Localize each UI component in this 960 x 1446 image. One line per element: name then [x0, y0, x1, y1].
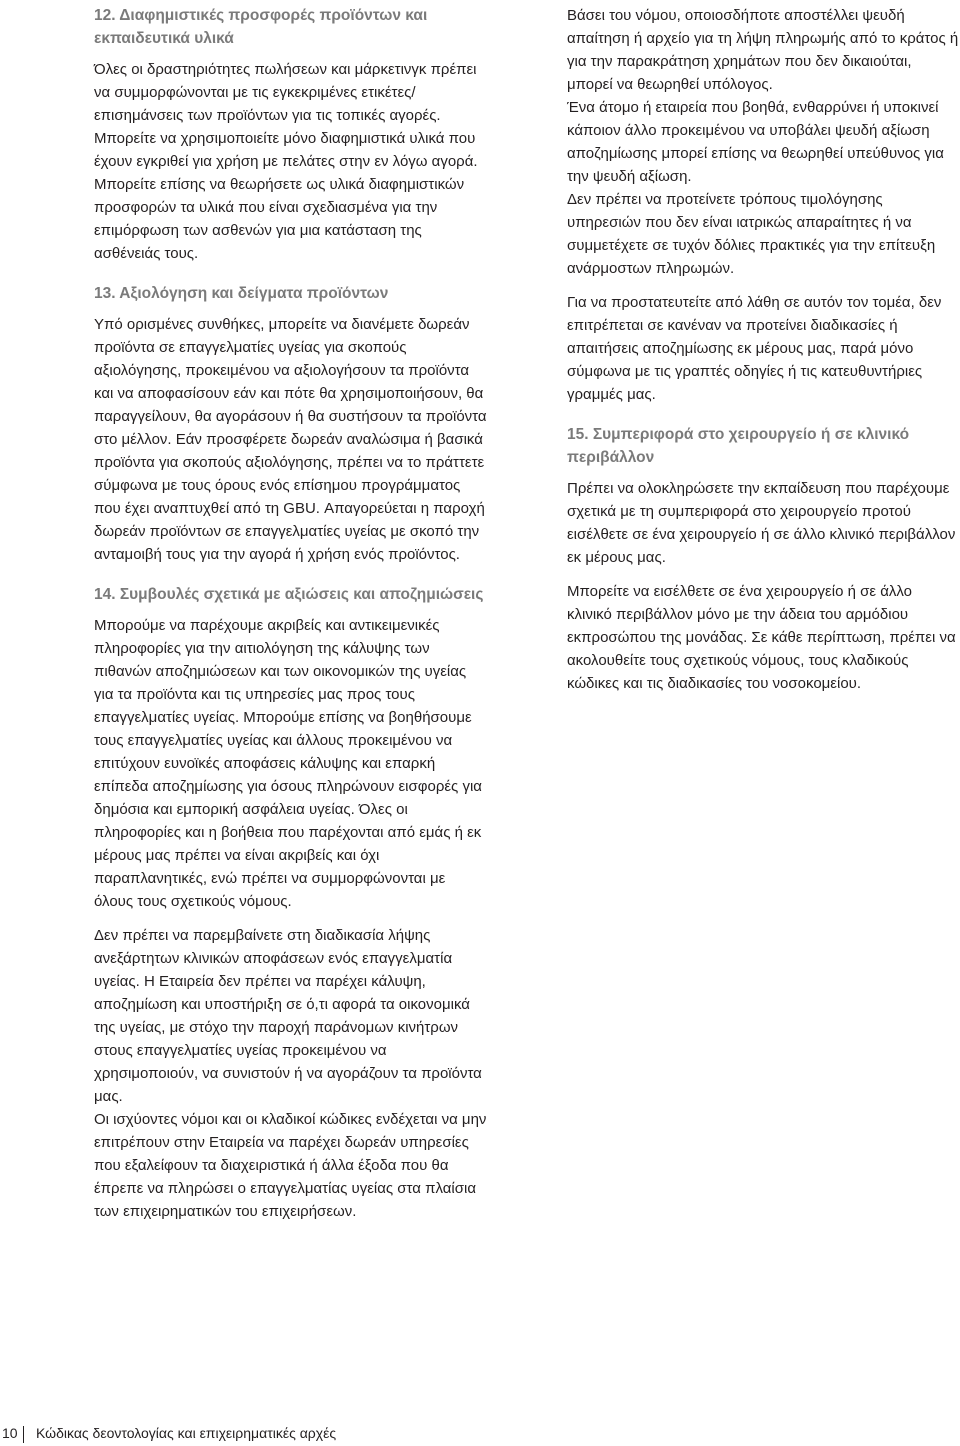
claims-paragraph-2: Για να προστατευτείτε από λάθη σε αυτόν τον τομέα, δεν επιτρέπεται σε κανέναν να προτείνει διαδικασίες ή απαιτήσεις αποζημίωσης εκ μέρους μας, παρά μόνο σύμφωνα με τις γραπτές οδηγίες ή τις κατευθυντήριες γραμμές μας. — [567, 294, 942, 403]
section-13 — [94, 282, 488, 566]
section-12-heading: 12. Διαφημιστικές προσφορές προϊόντων και εκπαιδευτικά υλικά — [94, 7, 428, 47]
section-13-heading: 13. Αξιολόγηση και δείγματα προϊόντων — [94, 285, 389, 302]
section-14 — [94, 583, 488, 1223]
footer-divider — [23, 1426, 24, 1443]
section-14-paragraph-2-part-a: Δεν πρέπει να παρεμβαίνετε στη διαδικασία λήψης ανεξάρτητων κλινικών αποφάσεων ενός επαγγελματία υγείας. Η Εταιρεία δεν πρέπει να παρέχει κάλυψη, αποζημίωση και υποστήριξη σε ό,τι αφορά τα οικονομικά της υγείας, με στόχο την παροχή παράνομων κινήτρων στους επαγγελματίες υγείας προκειμένου να χρησιμοποιούν, να συνιστούν ή να αγοράζουν τα προϊόντα μας. — [94, 927, 482, 1105]
section-14-continued — [567, 4, 960, 406]
section-15 — [567, 423, 960, 695]
section-12-paragraph: Όλες οι δραστηριότητες πωλήσεων και μάρκετινγκ πρέπει να συμμορφώνονται με τις εγκεκριμένες ετικέτες/επισημάνσεις των προϊόντων για τις τοπικές αγορές. Μπορείτε να χρησιμοποιείτε μόνο διαφημιστικά υλικά που έχουν εγκριθεί για χρήση με πελάτες στην εν λόγω αγορά. Μπορείτε επίσης να θεωρήσετε ως υλικά διαφημιστικών προσφορών τα υλικά που είναι σχεδιασμένα για την επιμόρφωση των ασθενών για μια κατάσταση της ασθένειάς τους. — [94, 61, 478, 262]
section-12 — [94, 4, 488, 265]
page-footer — [0, 1421, 960, 1446]
claims-paragraph-1 — [567, 4, 960, 280]
left-column — [94, 4, 488, 1223]
claims-paragraph-1-part-b: Ένα άτομο ή εταιρεία που βοηθά, ενθαρρύνει ή υποκινεί κάποιον άλλο προκειμένου να υποβάλει ψευδή αξίωση αποζημίωσης μπορεί επίσης να θεωρηθεί υπεύθυνος για την ψευδή αξίωση. — [567, 99, 944, 185]
section-14-paragraph-1: Μπορούμε να παρέχουμε ακριβείς και αντικειμενικές πληροφορίες για την αιτιολόγηση της κάλυψης των πιθανών αποζημιώσεων και των οικονομικών της υγείας για τα προϊόντα και τις υπηρεσίες μας προς τους επαγγελματίες υγείας. Μπορούμε επίσης να βοηθήσουμε τους επαγγελματίες υγείας και άλλους προκειμένου να επιτύχουν ευνοϊκές αποφάσεις κάλυψης και επαρκή επίπεδα αποζημίωσης για όσους πληρώνουν εισφορές για δημόσια και εμπορική ασφάλεια υγείας. Όλες οι πληροφορίες και η βοήθεια που παρέχονται από εμάς ή εκ μέρους μας πρέπει να είναι ακριβείς και όχι παραπλανητικές, ενώ πρέπει να συμμορφώνονται με όλους τους σχετικούς νόμους. — [94, 617, 482, 910]
section-15-heading: 15. Συμπεριφορά στο χειρουργείο ή σε κλινικό περιβάλλον — [567, 426, 910, 466]
footer-document-title: Κώδικας δεοντολογίας και επιχειρηματικές αρχές — [36, 1425, 337, 1441]
right-column — [567, 4, 960, 695]
section-13-paragraph: Υπό ορισμένες συνθήκες, μπορείτε να διανέμετε δωρεάν προϊόντα σε επαγγελματίες υγείας για σκοπούς αξιολόγησης, προκειμένου να αξιολογήσουν τα προϊόντα και να αποφασίσουν εάν και πότε θα χρησιμοποιήσουν, θα παραγγείλουν, θα αγοράσουν ή θα συστήσουν τα προϊόντα στο μέλλον. Εάν προσφέρετε δωρεάν αναλώσιμα ή βασικά προϊόντα για σκοπούς αξιολόγησης, πρέπει να το πράττετε σύμφωνα με τους όρους ενός επίσημου προγράμματος που έχει αναπτυχθεί από τη GBU. Απαγορεύεται η παροχή δωρεάν προϊόντων σε επαγγελματίες υγείας με σκοπό την ανταμοιβή τους για την αγορά ή χρήση ενός προϊόντος. — [94, 316, 487, 563]
page-number: 10 — [2, 1425, 18, 1441]
section-14-paragraph-2-part-b: Οι ισχύοντες νόμοι και οι κλαδικοί κώδικες ενδέχεται να μην επιτρέπουν στην Εταιρεία να παρέχει δωρεάν υπηρεσίες που εξαλείφουν τα διαχειριστικά ή άλλα έξοδα που θα έπρεπε να πληρώσει ο επαγγελματίας υγείας στα πλαίσια των επιχειρηματικών του επιχειρήσεων. — [94, 1111, 487, 1220]
claims-paragraph-1-part-c: Δεν πρέπει να προτείνετε τρόπους τιμολόγησης υπηρεσιών που δεν είναι ιατρικώς απαραίτητες ή να συμμετέχετε σε τυχόν δόλιες πρακτικές για την επίτευξη ανάρμοστων πληρωμών. — [567, 191, 936, 277]
section-14-heading: 14. Συμβουλές σχετικά με αξιώσεις και αποζημιώσεις — [94, 586, 484, 603]
section-15-paragraph-1: Πρέπει να ολοκληρώσετε την εκπαίδευση που παρέχουμε σχετικά με τη συμπεριφορά στο χειρουργείο προτού εισέλθετε σε ένα χειρουργείο ή σε άλλο κλινικό περιβάλλον εκ μέρους μας. — [567, 480, 956, 566]
section-14-paragraph-2 — [94, 924, 488, 1223]
section-15-paragraph-2: Μπορείτε να εισέλθετε σε ένα χειρουργείο ή σε άλλο κλινικό περιβάλλον μόνο με την άδεια του αρμόδιου εκπροσώπου της μονάδας. Σε κάθε περίπτωση, πρέπει να ακολουθείτε τους σχετικούς νόμους, τους κλαδικούς κώδικες και τις διαδικασίες του νοσοκομείου. — [567, 583, 956, 692]
claims-paragraph-1-part-a: Βάσει του νόμου, οποιοσδήποτε αποστέλλει ψευδή απαίτηση ή αρχείο για τη λήψη πληρωμής από το κράτος ή για την παρακράτηση χρημάτων που δεν δικαιούται, μπορεί να θεωρηθεί υπόλογος. — [567, 7, 959, 93]
